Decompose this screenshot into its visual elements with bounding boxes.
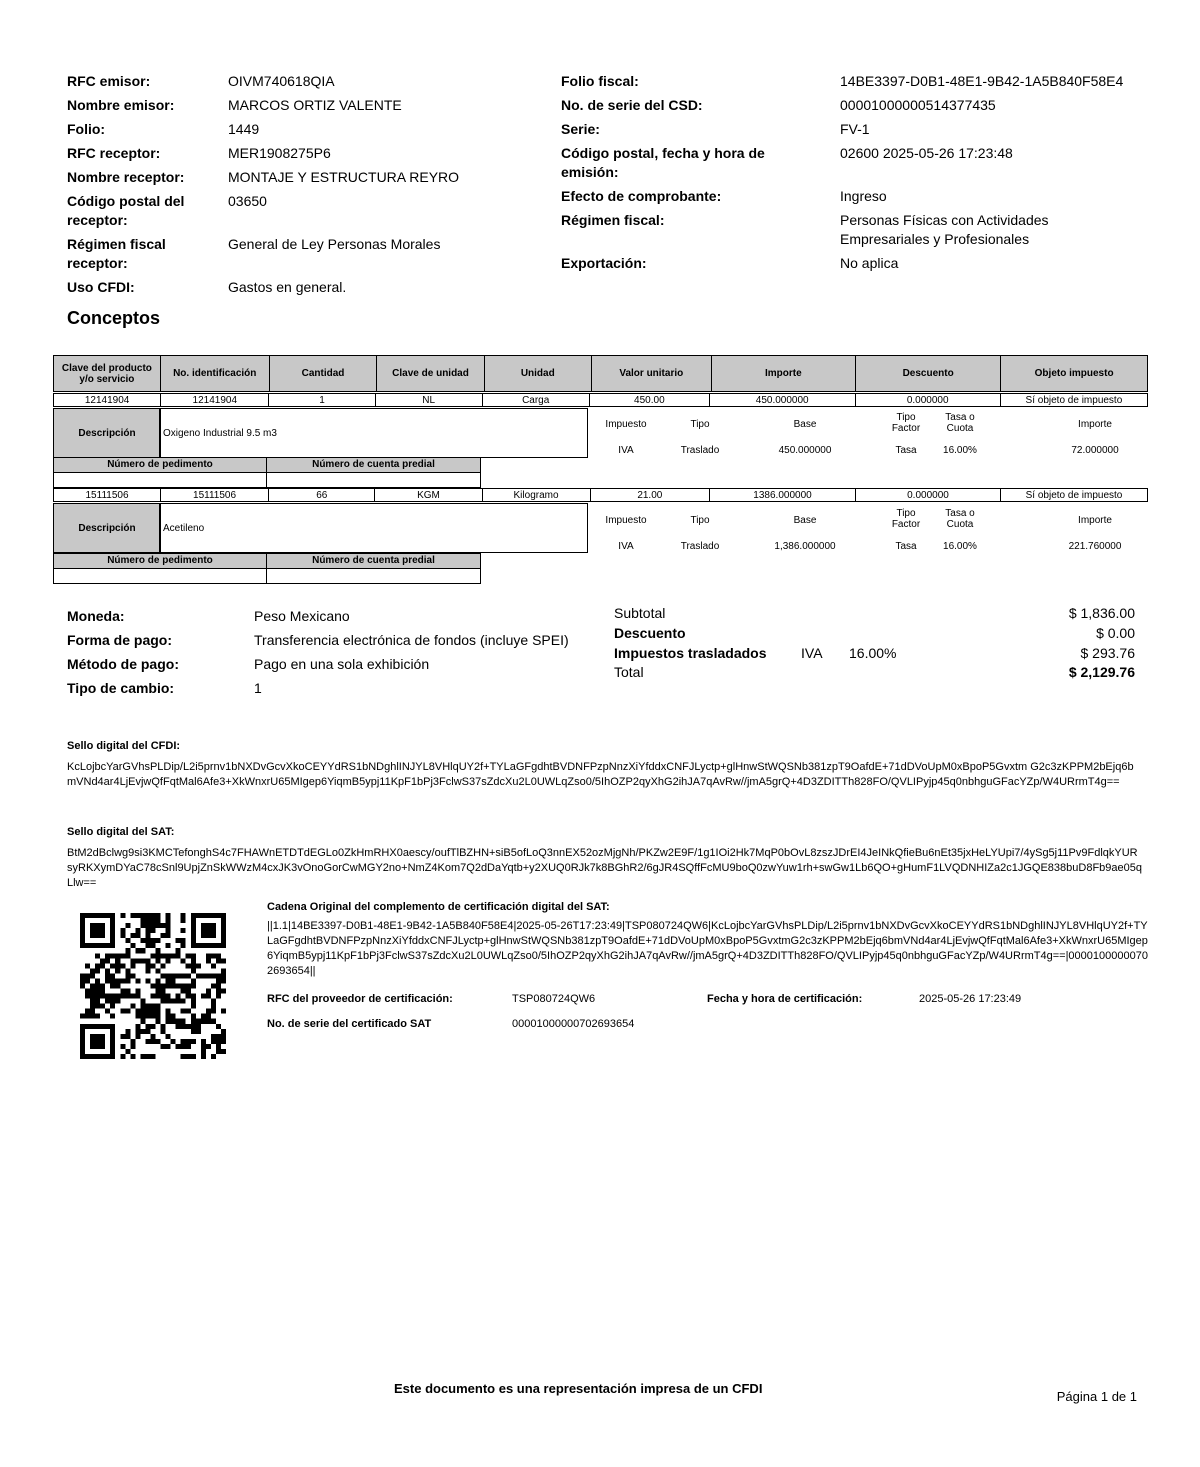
exportacion-value: No aplica bbox=[840, 255, 899, 271]
item2-descuento: 0.000000 bbox=[855, 489, 1000, 502]
item2-tax-tipo: Traslado bbox=[680, 541, 720, 552]
col-no-identificacion: No. identificación bbox=[160, 356, 269, 392]
col-importe: Importe bbox=[711, 356, 855, 392]
item1-tax-h-tipo-factor: Tipo Factor bbox=[891, 412, 921, 434]
item1-tax-h-tipo: Tipo bbox=[690, 419, 710, 430]
cp-receptor-value: 03650 bbox=[228, 193, 267, 209]
item1-tax-h-base: Base bbox=[793, 419, 817, 430]
item1-clave-unidad: NL bbox=[375, 394, 482, 407]
concepto-row bbox=[53, 488, 1148, 502]
conceptos-title: Conceptos bbox=[67, 308, 161, 328]
col-descuento: Descuento bbox=[856, 356, 1001, 392]
item2-clave-unidad: KGM bbox=[375, 489, 482, 502]
moneda-label: Moneda: bbox=[67, 608, 125, 624]
item1-tax-h-importe: Importe bbox=[1078, 419, 1112, 430]
cp-receptor-label: Código postal del receptor: bbox=[67, 193, 185, 228]
nombre-receptor-label: Nombre receptor: bbox=[67, 169, 185, 185]
item1-tax-base: 450.000000 bbox=[778, 445, 832, 456]
moneda-value: Peso Mexicano bbox=[254, 608, 350, 624]
item2-descripcion: Acetileno bbox=[159, 503, 588, 553]
uso-cfdi-label: Uso CFDI: bbox=[67, 279, 135, 295]
item1-tax-h-tasa: Tasa o Cuota bbox=[945, 412, 975, 434]
item2-tax-h-impuesto: Impuesto bbox=[605, 515, 647, 526]
total-label: Total bbox=[614, 664, 644, 680]
item2-cantidad: 66 bbox=[269, 489, 375, 502]
item2-tax-h-importe: Importe bbox=[1078, 515, 1112, 526]
item1-descuento: 0.000000 bbox=[855, 394, 1000, 407]
uso-cfdi-value: Gastos en general. bbox=[228, 279, 347, 295]
serie-csd-label: No. de serie del CSD: bbox=[561, 97, 703, 113]
metodo-pago-value: Pago en una sola exhibición bbox=[254, 656, 430, 672]
regimen-receptor-value: General de Ley Personas Morales bbox=[228, 236, 441, 252]
descuento-value: $ 0.00 bbox=[1096, 625, 1135, 641]
folio-fiscal-label: Folio fiscal: bbox=[561, 73, 639, 89]
footer-nota: Este documento es una representación impresa de un CFDI bbox=[394, 1381, 763, 1396]
subtotal-value: $ 1,836.00 bbox=[1068, 605, 1135, 621]
forma-pago-value: Transferencia electrónica de fondos (incluye SPEI) bbox=[254, 632, 569, 648]
item2-valor-unitario: 21.00 bbox=[590, 489, 710, 502]
item1-desc-label: Descripción bbox=[53, 408, 161, 458]
rfc-emisor-value: OIVM740618QIA bbox=[228, 73, 335, 89]
nombre-receptor-value: MONTAJE Y ESTRUCTURA REYRO bbox=[228, 169, 460, 185]
nombre-emisor-value: MARCOS ORTIZ VALENTE bbox=[228, 97, 402, 113]
total-value: $ 2,129.76 bbox=[1068, 664, 1135, 680]
sello-sat-value: BtM2dBclwg9si3KMCTefonghS4c7FHAWnETDTdEGLo0ZkHmRHX0aescy/oufTlBZHN+siB5ofLoQ3nnEX52ozMjgNh/PKZw2E9F/1g1IOi2Hk7MqP0bOvL8zszJDrEI4JeINkQfieBu6nEt35jxHeLYUpi7/4ySg5j11Pv9FdlqkYURsyRKXymDYaC78cSnl9UpjZnSkWWzM4cxJK3vOnoGorCwMGY2no+NmZ4Kom7Q2dDaYqtb+y2XUQ0RJk7k8BGhR2/6gJR4SQffFcMU9boQ0zwYuw1rh+swGw1Lb6QO+gHumF1LVQDNHIZa2c1JGQE838buD8Fb9ae05qLlw== bbox=[67, 847, 1142, 889]
item1-cuenta-value bbox=[266, 472, 481, 488]
cadena-label: Cadena Original del complemento de certificación digital del SAT: bbox=[267, 901, 610, 913]
qr-code bbox=[80, 913, 226, 1059]
item1-noident: 12141904 bbox=[161, 394, 269, 407]
impuestos-value: $ 293.76 bbox=[1080, 645, 1135, 661]
item2-unidad: Kilogramo bbox=[482, 489, 590, 502]
nombre-emisor-label: Nombre emisor: bbox=[67, 97, 175, 113]
regimen-fiscal-label: Régimen fiscal: bbox=[561, 212, 665, 228]
item2-objeto: Sí objeto de impuesto bbox=[1001, 489, 1148, 502]
sello-cfdi-label: Sello digital del CFDI: bbox=[67, 740, 181, 752]
subtotal-label: Subtotal bbox=[614, 605, 666, 621]
item2-tax-base: 1,386.000000 bbox=[774, 541, 836, 552]
item2-cuenta-label: Número de cuenta predial bbox=[266, 553, 481, 569]
item2-pedimento-value bbox=[53, 568, 267, 584]
item1-clave: 12141904 bbox=[54, 394, 161, 407]
impuestos-tipo: IVA bbox=[801, 645, 823, 661]
item1-pedimento-value bbox=[53, 472, 267, 488]
fecha-cert-label: Fecha y hora de certificación: bbox=[707, 993, 863, 1005]
col-clave-unidad: Clave de unidad bbox=[377, 356, 484, 392]
item2-desc-label: Descripción bbox=[53, 503, 161, 553]
cadena-value: ||1.1|14BE3397-D0B1-48E1-9B42-1A5B840F58E4|2025-05-26T17:23:49|TSP080724QW6|KcLojbcYarGVhsPLDip/L2i5prnv1bNXDvGcvXkoCEYYdRS1bNDghlINJYL8VHlqUY2f+TYLaGFgdhtBVDNFPzpNnzXiYfddxCNFJLyctp+glHnwStWQSNb381zpT9OafdE+71dDVoUpM0xBpoP5GvxtmG2c3zKPPM2bEjq6bmVNd4ar4LjEvjwQfFqtMal6Afe3+XkWnxrU65MIgep6YiqmB5ypj11KpF1bPj3FclwS37sZdcXu2L0UWLqZso0/5IhOZP2qyXhG2ihJA7qAvRw//jmA5grQ+4D3ZDITTh828FO/QVLIPyjp45q0nbhguGFacYZp/W4URrmT4g==|00001000000702693654|| bbox=[267, 920, 1148, 977]
concepto-row bbox=[53, 393, 1148, 407]
col-valor-unitario: Valor unitario bbox=[591, 356, 711, 392]
rfc-emisor-label: RFC emisor: bbox=[67, 73, 151, 89]
forma-pago-label: Forma de pago: bbox=[67, 632, 173, 648]
item1-unidad: Carga bbox=[482, 394, 589, 407]
item1-pedimento-label: Número de pedimento bbox=[53, 457, 267, 473]
serie-value: FV-1 bbox=[840, 121, 870, 137]
rfc-proveedor-value: TSP080724QW6 bbox=[512, 993, 596, 1005]
efecto-value: Ingreso bbox=[840, 188, 887, 204]
item2-tax-tipo-factor: Tasa bbox=[895, 541, 917, 552]
item1-cuenta-label: Número de cuenta predial bbox=[266, 457, 481, 473]
col-unidad: Unidad bbox=[484, 356, 591, 392]
folio-label: Folio: bbox=[67, 121, 106, 137]
fecha-cert-value: 2025-05-26 17:23:49 bbox=[919, 993, 1022, 1005]
regimen-fiscal-value: Personas Físicas con Actividades Empresariales y Profesionales bbox=[840, 212, 1049, 247]
item2-tax-impuesto: IVA bbox=[618, 541, 634, 552]
impuestos-tasa: 16.00% bbox=[849, 645, 897, 661]
item1-descripcion: Oxigeno Industrial 9.5 m3 bbox=[159, 408, 588, 458]
sello-cfdi-value: KcLojbcYarGVhsPLDip/L2i5prnv1bNXDvGcvXkoCEYYdRS1bNDghlINJYL8VHlqUY2f+TYLaGFgdhtBVDNFPzpNnzXiYfddxCNFJLyctp+glHnwStWQSNb381zpT9OafdE+71dDVoUpM0xBpoP5Gvxtm G2c3zKPPM2bEjq6bmVNd4ar4LjEvjwQfFqtMal6Afe3+XkWnxrU65MIgep6YiqmB5ypj11KpF1bPj3FclwS37sZdcXu2L0UWLqZso0/5IhOZP2qyXhG2ihJA7qAvRw//jmA5grQ+4D3ZDITTh828FO/QVLIPyjp45q0nbhguGFacYZp/W4URrmT4g== bbox=[67, 761, 1134, 788]
serie-csd-value: 00001000000514377435 bbox=[840, 97, 996, 113]
rfc-proveedor-label: RFC del proveedor de certificación: bbox=[267, 993, 453, 1005]
item1-objeto: Sí objeto de impuesto bbox=[1000, 394, 1147, 407]
item1-tax-tipo-factor: Tasa bbox=[895, 445, 917, 456]
col-clave-producto: Clave del producto y/o servicio bbox=[54, 356, 161, 392]
exportacion-label: Exportación: bbox=[561, 255, 647, 271]
item2-tax-h-tipo: Tipo bbox=[690, 515, 710, 526]
item2-tax-importe: 221.760000 bbox=[1068, 541, 1122, 552]
serie-sat-label: No. de serie del certificado SAT bbox=[267, 1018, 432, 1030]
sello-sat-label: Sello digital del SAT: bbox=[67, 826, 175, 838]
rfc-receptor-label: RFC receptor: bbox=[67, 145, 161, 161]
serie-sat-value: 00001000000702693654 bbox=[512, 1018, 635, 1030]
conceptos-header-row bbox=[53, 355, 1148, 392]
folio-fiscal-value: 14BE3397-D0B1-48E1-9B42-1A5B840F58E4 bbox=[840, 73, 1124, 89]
item2-tax-h-tasa: Tasa o Cuota bbox=[945, 508, 975, 530]
cp-fecha-label: Código postal, fecha y hora de emisión: bbox=[561, 145, 765, 180]
item2-tax-h-base: Base bbox=[793, 515, 817, 526]
item2-tax-h-tipo-factor: Tipo Factor bbox=[891, 508, 921, 530]
item1-tax-tasa: 16.00% bbox=[943, 445, 977, 456]
item1-tax-h-impuesto: Impuesto bbox=[605, 419, 647, 430]
regimen-receptor-label: Régimen fiscal receptor: bbox=[67, 236, 166, 271]
item2-clave: 15111506 bbox=[54, 489, 161, 502]
col-objeto-impuesto: Objeto impuesto bbox=[1001, 356, 1148, 392]
rfc-receptor-value: MER1908275P6 bbox=[228, 145, 331, 161]
metodo-pago-label: Método de pago: bbox=[67, 656, 179, 672]
col-cantidad: Cantidad bbox=[269, 356, 377, 392]
folio-value: 1449 bbox=[228, 121, 260, 137]
item1-tax-importe: 72.000000 bbox=[1071, 445, 1119, 456]
cp-fecha-value: 02600 2025-05-26 17:23:48 bbox=[840, 145, 1013, 161]
tipo-cambio-label: Tipo de cambio: bbox=[67, 680, 175, 696]
impuestos-label: Impuestos trasladados bbox=[614, 645, 767, 661]
item2-pedimento-label: Número de pedimento bbox=[53, 553, 267, 569]
serie-label: Serie: bbox=[561, 121, 600, 137]
item1-valor-unitario: 450.00 bbox=[589, 394, 709, 407]
item2-noident: 15111506 bbox=[161, 489, 269, 502]
descuento-label: Descuento bbox=[614, 625, 686, 641]
item1-tax-impuesto: IVA bbox=[618, 445, 634, 456]
page-number: Página 1 de 1 bbox=[1056, 1389, 1137, 1404]
item1-tax-tipo: Traslado bbox=[680, 445, 720, 456]
item1-importe: 450.000000 bbox=[709, 394, 855, 407]
efecto-label: Efecto de comprobante: bbox=[561, 188, 722, 204]
item2-tax-tasa: 16.00% bbox=[943, 541, 977, 552]
item1-cantidad: 1 bbox=[269, 394, 375, 407]
item2-cuenta-value bbox=[266, 568, 481, 584]
tipo-cambio-value: 1 bbox=[254, 680, 262, 696]
item2-importe: 1386.000000 bbox=[710, 489, 856, 502]
